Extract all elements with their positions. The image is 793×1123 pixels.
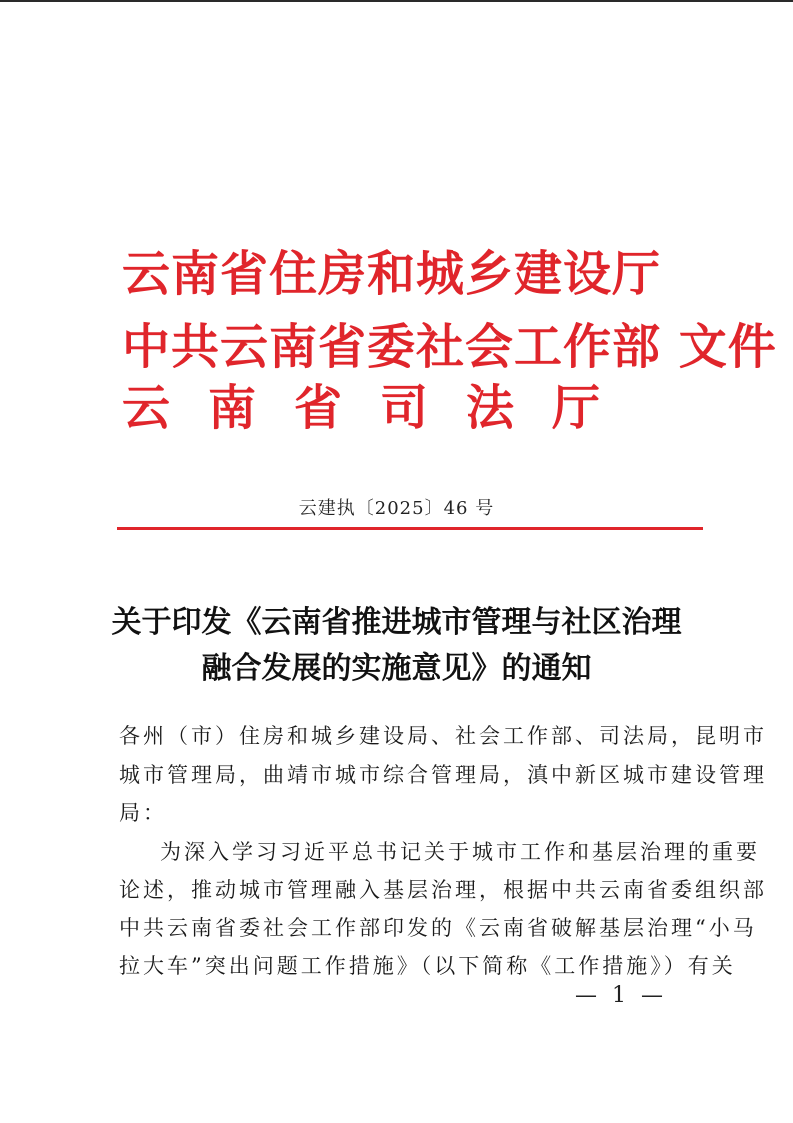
body-line-2: 城市管理局，曲靖市城市综合管理局，滇中新区城市建设管理	[119, 763, 767, 787]
document-number: 云建执〔2025〕46 号	[298, 498, 495, 519]
page-number: — 1 —	[575, 983, 667, 1008]
body-line-3: 局：	[119, 801, 167, 825]
body-line-4: 为深入学习习近平总书记关于城市工作和基层治理的重要	[160, 840, 760, 864]
body-line-6: 中共云南省委社会工作部印发的《云南省破解基层治理“小马	[119, 916, 757, 940]
body-line-1: 各州（市）住房和城乡建设局、社会工作部、司法局，昆明市	[119, 724, 767, 748]
red-separator-line	[117, 527, 703, 530]
issuer-line-1: 云南省住房和城乡建设厅	[122, 246, 662, 302]
issuer-line-2: 中共云南省委社会工作部 文件	[122, 319, 777, 375]
body-line-7: 拉大车”突出问题工作措施》（以下简称《工作措施》）有关	[119, 954, 736, 978]
issuer-line-3: 云南省司法厅	[122, 380, 639, 436]
document-title-line-1: 关于印发《云南省推进城市管理与社区治理	[111, 605, 682, 640]
scan-top-edge	[0, 0, 793, 2]
body-line-5: 论述，推动城市管理融入基层治理，根据中共云南省委组织部	[119, 878, 767, 902]
document-title-line-2: 融合发展的实施意见》的通知	[201, 651, 592, 686]
